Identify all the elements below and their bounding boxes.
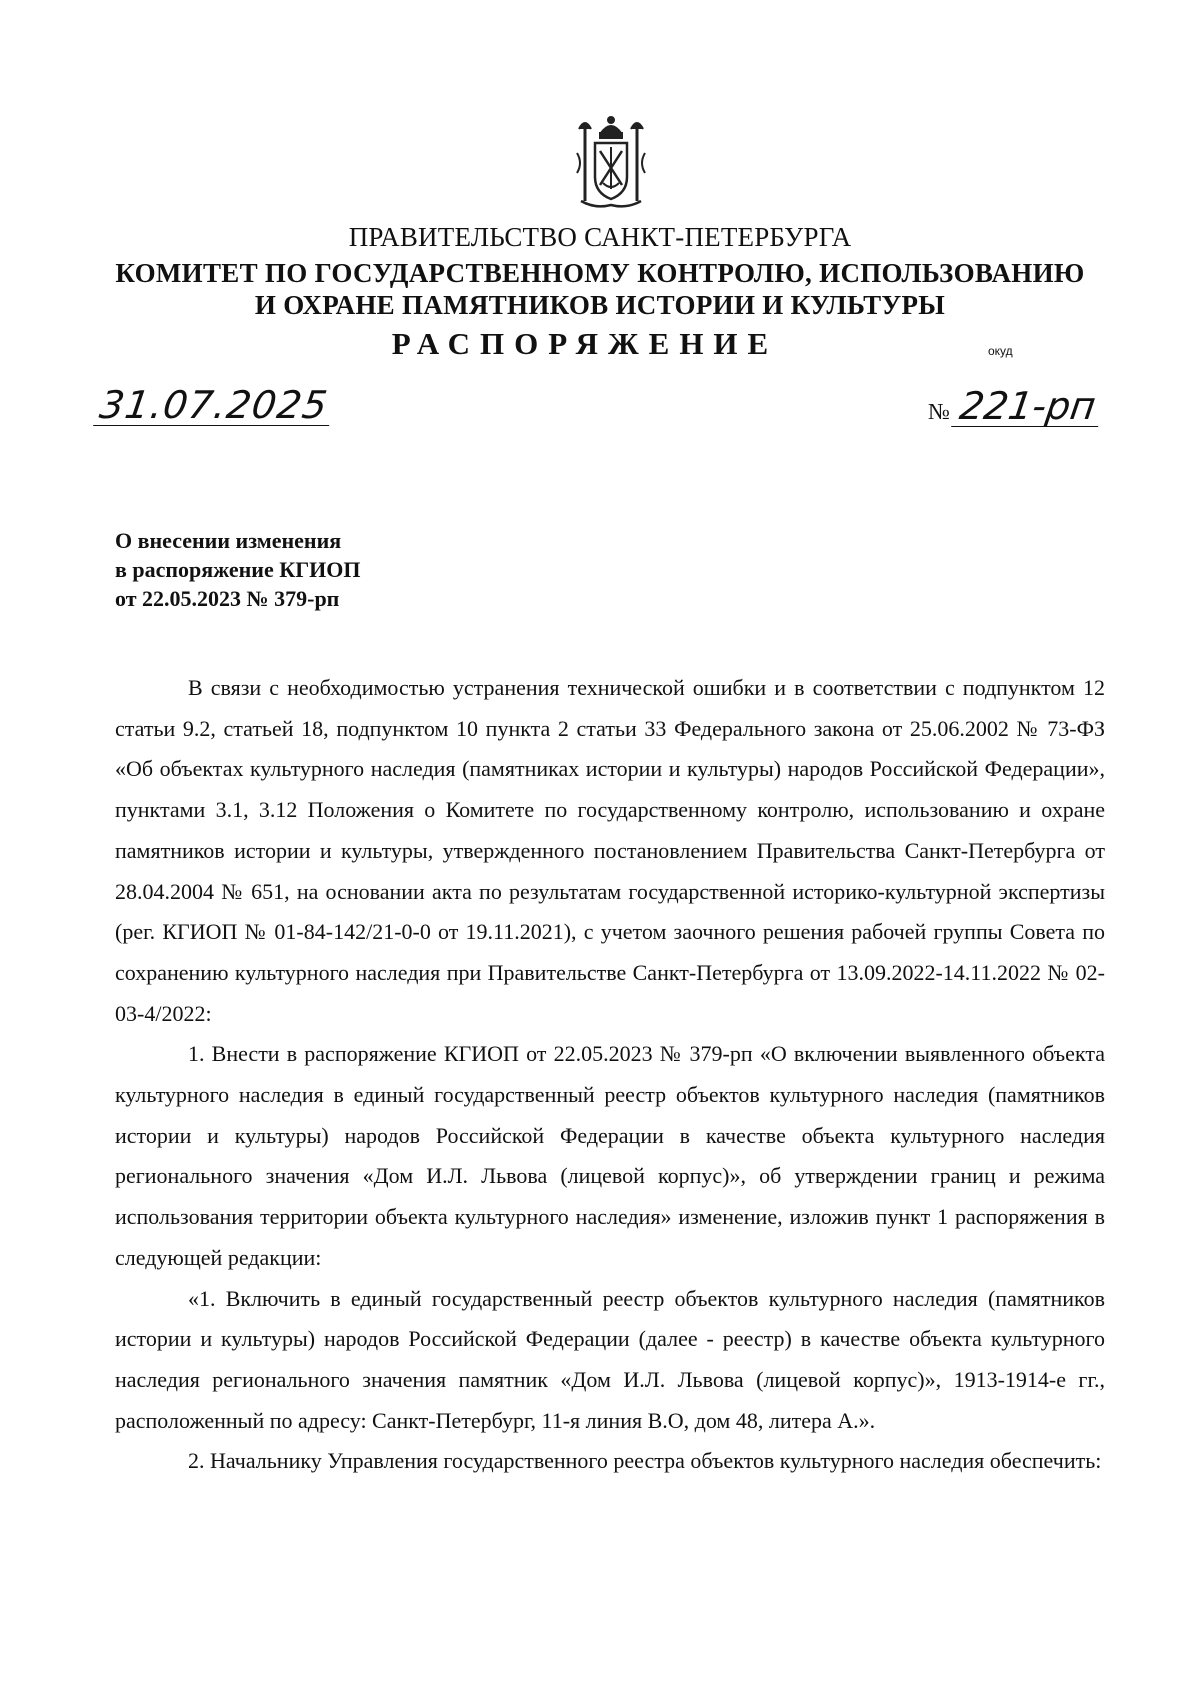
- preamble-paragraph: В связи с необходимостью устранения технической ошибки и в соответствии с подпунктом 12 статьи 9.2, статьей 18, подпунктом 10 пункта 2 статьи 33 Федерального закона от 25.06.2002 № 73-ФЗ «Об объектах культурного наследия (памятниках истории и культуры) народов Российской Федерации», пунктами 3.1, 3.12 Положения о Комитете по государственному контролю, использованию и охране памятников истории и культуры, утвержденного постановлением Правительства Санкт-Петербурга от 28.04.2004 № 651, на основании акта по результатам государственной историко-культурной экспертизы (рег. КГИОП № 01-84-142/21-0-0 от 19.11.2021), с учетом заочного решения рабочей группы Совета по сохранению культурного наследия при Правительстве Санкт-Петербурга от 13.09.2022-14.11.2022 № 02-03-4/2022:: [115, 675, 1105, 1026]
- document-number-block: [928, 386, 1101, 427]
- document-subject: [115, 526, 361, 613]
- committee-name-line1: КОМИТЕТ ПО ГОСУДАРСТВЕННОМУ КОНТРОЛЮ, ИСПОЛЬЗОВАНИЮ: [115, 258, 1085, 288]
- document-date: 31.07.2025: [93, 385, 334, 426]
- item-1-paragraph: 1. Внести в распоряжение КГИОП от 22.05.2023 № 379-рп «О включении выявленного объекта культурного наследия в единый государственный реестр объектов культурного наследия (памятников истории и культуры) народов Российской Федерации в качестве объекта культурного наследия регионального значения «Дом И.Л. Львова (лицевой корпус)», об утверждении границ и режима использования территории объекта культурного наследия» изменение, изложив пункт 1 распоряжения в следующей редакции:: [115, 1041, 1105, 1270]
- number-sign: №: [928, 399, 950, 424]
- document-body: [115, 668, 1105, 1482]
- subject-line: от 22.05.2023 № 379-рп: [115, 586, 340, 611]
- document-number: 221-рп: [951, 386, 1104, 427]
- subject-line: О внесении изменения: [115, 528, 342, 553]
- saint-petersburg-coat-of-arms-icon: [571, 113, 651, 213]
- subject-line: в распоряжение КГИОП: [115, 557, 361, 582]
- item-1-quote-paragraph: «1. Включить в единый государственный реестр объектов культурного наследия (памятников истории и культуры) народов Российской Федерации (далее - реестр) в качестве объекта культурного наследия регионального значения памятник «Дом И.Л. Львова (лицевой корпус)», 1913-1914-е гг., расположенный по адресу: Санкт-Петербург, 11-я линия В.О, дом 48, литера А.».: [115, 1285, 1105, 1433]
- document-type-title: РАСПОРЯЖЕНИЕ: [391, 326, 779, 361]
- government-name: ПРАВИТЕЛЬСТВО САНКТ-ПЕТЕРБУРГА: [348, 222, 852, 252]
- committee-name-line2: И ОХРАНЕ ПАМЯТНИКОВ ИСТОРИИ И КУЛЬТУРЫ: [254, 290, 946, 320]
- okud-label: окуд: [988, 344, 1013, 358]
- item-2-paragraph: 2. Начальнику Управления государственного реестра объектов культурного наследия обеспечить:: [188, 1448, 1102, 1474]
